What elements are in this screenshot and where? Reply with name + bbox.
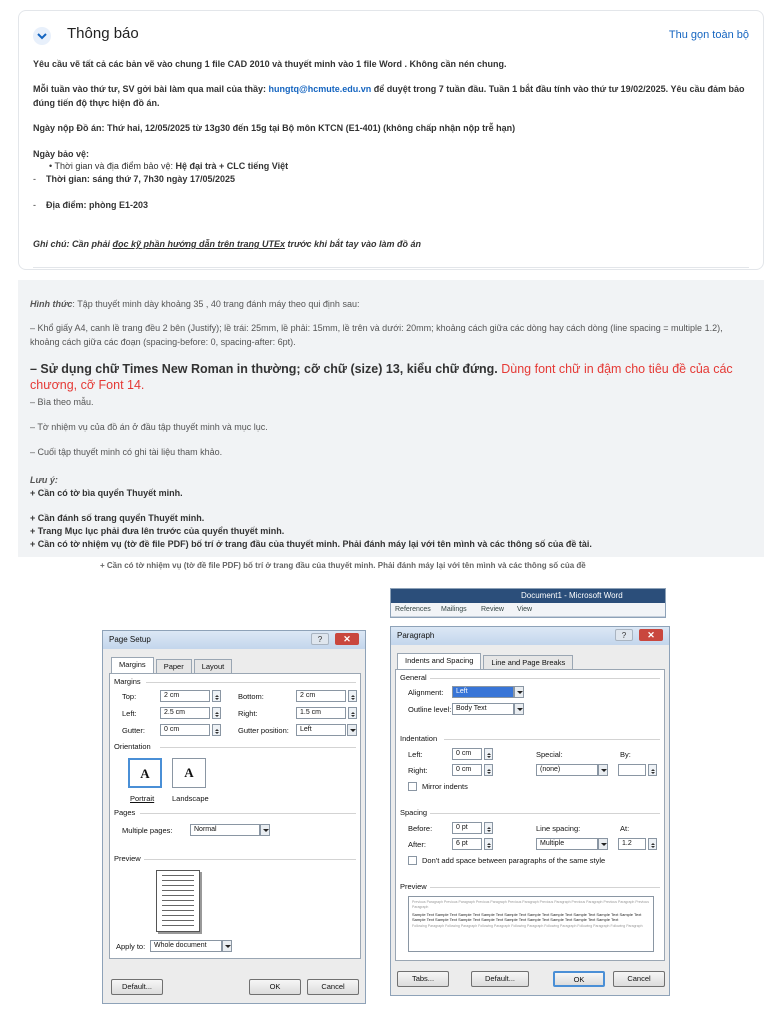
page-setup-dialog (102, 630, 366, 1004)
bottom-spinner[interactable] (348, 690, 357, 702)
chevron-down-icon[interactable] (33, 27, 51, 45)
page-setup-title: Page Setup (109, 635, 151, 644)
preview-section: Preview (114, 854, 141, 863)
defense-place-text: Địa điểm: phòng E1-203 (46, 200, 149, 210)
email-link[interactable]: hungtq@hcmute.edu.vn (268, 84, 372, 94)
landscape-label[interactable]: Landscape (172, 794, 209, 803)
ribbon-references[interactable]: References (395, 606, 431, 613)
cancel-button[interactable]: Cancel (307, 979, 359, 995)
help-icon[interactable]: ? (311, 633, 329, 645)
left-spinner[interactable] (212, 707, 221, 719)
before-input[interactable]: 0 pt (452, 822, 482, 834)
help-icon[interactable]: ? (615, 629, 633, 641)
guide-form-text: : Tập thuyết minh dày khoảng 35 , 40 trang đánh máy theo qui định sau: (72, 299, 360, 309)
guide-form-label: Hình thức (30, 299, 73, 309)
mirror-indents-checkbox[interactable] (408, 782, 417, 791)
indent-left-spinner[interactable] (484, 748, 493, 760)
guide-note-4: + Cần có tờ nhiệm vụ (tờ đề file PDF) bố trí ở trang đầu của thuyết minh. Phải đánh máy lại với tên mình và các thông số của đề tài. (30, 539, 592, 549)
gutter-label: Gutter: (122, 726, 145, 735)
bottom-input[interactable]: 2 cm (296, 690, 346, 702)
ribbon-review[interactable]: Review (481, 606, 504, 613)
preview-previous-text: Previous Paragraph Previous Paragraph Previous Paragraph Previous Paragraph Previous Paragraph Previous Paragraph Previous Paragraph Previous Paragraph (412, 900, 649, 909)
before-label: Before: (408, 824, 433, 833)
bottom-label: Bottom: (238, 692, 264, 701)
indent-left-input[interactable]: 0 cm (452, 748, 482, 760)
gutter-spinner[interactable] (212, 724, 221, 736)
cut-off-line: + Cần có tờ nhiệm vụ (tờ đề file PDF) bố trí ở trang đầu của thuyết minh. Phải đánh máy lại với tên mình và các thông số của đề (100, 561, 586, 570)
portrait-icon[interactable]: A (128, 758, 162, 788)
indent-left-label: Left: (408, 750, 423, 759)
after-input[interactable]: 6 pt (452, 838, 482, 850)
defense-bullet: • Thời gian và địa điểm bảo vệ: Hệ đại trà + CLC tiếng Việt (49, 161, 289, 171)
gutter-position-label: Gutter position: (238, 726, 289, 735)
tabs-button[interactable]: Tabs... (397, 971, 449, 987)
dont-add-space-checkbox[interactable] (408, 856, 417, 865)
default-button[interactable]: Default... (111, 979, 163, 995)
paragraph-dialog (390, 626, 670, 996)
section-line (430, 813, 660, 814)
left-label: Left: (122, 709, 137, 718)
word-titlebar (391, 589, 665, 603)
ribbon-view[interactable]: View (517, 606, 533, 613)
by-label: By: (620, 750, 631, 759)
guide-font-red: Dùng font chữ in đậm cho tiêu đề của các chương, cỡ Font 14. (30, 362, 733, 392)
multiple-pages-select[interactable]: Normal (190, 824, 260, 836)
guide-note-2: + Cần đánh số trang quyển Thuyết minh. (30, 513, 205, 523)
guide-refs: – Cuối tập thuyết minh có ghi tài liệu tham khảo. (30, 447, 223, 457)
gutter-position-select[interactable]: Left (296, 724, 346, 736)
notice-title: Thông báo (67, 25, 139, 42)
right-label: Right: (238, 709, 258, 718)
left-input[interactable]: 2.5 cm (160, 707, 210, 719)
right-input[interactable]: 1.5 cm (296, 707, 346, 719)
tab-indents-spacing[interactable]: Indents and Spacing (397, 653, 481, 669)
at-label: At: (620, 824, 630, 833)
section-line (430, 887, 660, 888)
indent-right-spinner[interactable] (484, 764, 493, 776)
chevron-down-icon[interactable] (347, 724, 357, 736)
ribbon-mailings[interactable]: Mailings (441, 606, 467, 613)
section-line (146, 682, 356, 683)
collapse-all-link[interactable]: Thu gọn toàn bộ (668, 29, 749, 41)
defense-time: - Thời gian: sáng thứ 7, 7h30 ngày 17/05/2025 (33, 174, 235, 184)
section-line (444, 739, 660, 740)
word-ribbon (391, 603, 665, 617)
preview-sample-text: Sample Text Sample Text Sample Text Sample Text Sample Text Sample Text Sample Text Sample Text Sample Text Sample Text Sample Text Sample Text Sample Text Sample Text Sample Text Sample Text Sample Text Sample Text Sample Text (412, 912, 642, 922)
line-spacing-select[interactable]: Multiple (536, 838, 598, 850)
before-spinner[interactable] (484, 822, 493, 834)
defense-place: - Địa điểm: phòng E1-203 (33, 200, 149, 210)
defense-time-text: Thời gian: sáng thứ 7, 7h30 ngày 17/05/2025 (46, 174, 235, 184)
guide-cover: – Bìa theo mẫu. (30, 397, 94, 407)
line-spacing-label: Line spacing: (536, 824, 581, 833)
ok-button[interactable]: OK (249, 979, 301, 995)
page-preview (156, 870, 200, 932)
note-text-c: trước khi bắt tay vào làm đồ án (285, 239, 422, 249)
guide-form (30, 297, 752, 311)
portrait-label[interactable]: Portrait (130, 794, 155, 803)
defense-bullet-bold: Hệ đại trà + CLC tiếng Việt (175, 161, 289, 171)
general-section: General (400, 673, 427, 682)
multiple-pages-label: Multiple pages: (122, 826, 173, 835)
guide-note-title: Lưu ý: (30, 475, 58, 485)
after-label: After: (408, 840, 426, 849)
top-spinner[interactable] (212, 690, 221, 702)
guide-note-1: + Cần có tờ bìa quyển Thuyết minh. (30, 488, 183, 498)
guide-paper: – Khổ giấy A4, canh lề trang đều 2 bên (Justify); lề trái: 25mm, lề phải: 15mm, lề trên và dưới: 20mm; khoảng cách giữa các dòng hay cách dòng (line spacing = multiple 1.2), khoảng cách giữa các đoạn (spacing-before: 0, spacing-after: 6pt). (30, 323, 723, 347)
word-window (390, 588, 666, 618)
paragraph-tabs (397, 655, 575, 669)
mirror-indents-label: Mirror indents (422, 782, 468, 791)
notice-note (33, 237, 753, 251)
by-input[interactable] (618, 764, 646, 776)
section-line (140, 813, 356, 814)
after-spinner[interactable] (484, 838, 493, 850)
tab-margins[interactable]: Margins (111, 657, 154, 673)
top-label: Top: (122, 692, 137, 701)
note-text-a: Ghi chú: Cần phải (33, 239, 113, 249)
ok-button[interactable]: OK (553, 971, 605, 987)
guide-font (30, 361, 752, 393)
paragraph-title: Paragraph (397, 631, 435, 640)
paragraph-preview (408, 896, 654, 952)
guide-task: – Tờ nhiệm vụ của đồ án ở đầu tập thuyết minh và mục lục. (30, 422, 268, 432)
tab-line-page-breaks[interactable]: Line and Page Breaks (483, 655, 573, 669)
chevron-down-icon[interactable] (260, 824, 270, 836)
tab-paper[interactable]: Paper (156, 659, 192, 673)
defense-bullet-text: Thời gian và địa điểm bảo vệ: (54, 161, 176, 171)
chevron-down-icon[interactable] (514, 703, 524, 715)
special-select[interactable]: (none) (536, 764, 598, 776)
close-icon[interactable]: ✕ (335, 633, 359, 645)
guide-font-bold: – Sử dụng chữ Times New Roman in thường; cỡ chữ (size) 13, kiểu chữ đứng. (30, 362, 502, 376)
guide-note-3: + Trang Mục lục phải đưa lên trước của quyển thuyết minh. (30, 526, 285, 536)
page-setup-titlebar (103, 631, 365, 649)
at-input[interactable]: 1.2 (618, 838, 646, 850)
notice-card (18, 10, 764, 270)
section-line (160, 747, 356, 748)
indents-pane (395, 669, 665, 961)
orientation-section: Orientation (114, 742, 151, 751)
indent-right-label: Right: (408, 766, 428, 775)
by-spinner[interactable] (648, 764, 657, 776)
word-screenshot (94, 584, 676, 1012)
preview-following-text: Following Paragraph Following Paragraph Following Paragraph Following Paragraph Following Paragraph Following Paragraph Following Paragraph (412, 924, 643, 928)
landscape-icon[interactable]: A (172, 758, 206, 788)
right-spinner[interactable] (348, 707, 357, 719)
outline-level-select[interactable]: Body Text (452, 703, 514, 715)
notice-line-deadline: Ngày nộp Đồ án: Thứ hai, 12/05/2025 từ 13g30 đến 15g tại Bộ môn KTCN (E1-401) (không chấp nhận nộp trễ hạn) (33, 123, 516, 133)
margins-pane (109, 673, 361, 959)
outline-level-label: Outline level: (408, 705, 452, 714)
page-setup-tabs (111, 659, 234, 673)
preview-section: Preview (400, 882, 427, 891)
section-line (430, 678, 660, 679)
notice-line-weekly (33, 82, 753, 110)
weekly-text-b: để duyệt trong 7 tuần đầu. Tuần 1 bắt đầu tính vào thứ tư 19/02/2025. Yêu cầu đảm bảo đúng tiến độ thực hiện đồ án. (33, 84, 745, 108)
at-spinner[interactable] (648, 838, 657, 850)
chevron-down-icon[interactable] (514, 686, 524, 698)
cancel-button[interactable]: Cancel (613, 971, 665, 987)
card-divider (33, 267, 749, 268)
tab-layout[interactable]: Layout (194, 659, 233, 673)
apply-to-select[interactable]: Whole document (150, 940, 222, 952)
paragraph-titlebar (391, 627, 669, 645)
indentation-section: Indentation (400, 734, 438, 743)
chevron-down-icon[interactable] (598, 764, 608, 776)
alignment-label: Alignment: (408, 688, 444, 697)
note-link[interactable]: đọc kỹ phần hướng dẫn trên trang UTEx (112, 239, 285, 249)
weekly-text-a: Mỗi tuần vào thứ tư, SV gởi bài làm qua mail của thầy: (33, 84, 269, 94)
pages-section: Pages (114, 808, 136, 817)
special-label: Special: (536, 750, 563, 759)
margins-section: Margins (114, 677, 141, 686)
gutter-input[interactable]: 0 cm (160, 724, 210, 736)
notice-line-cad: Yêu cầu vẽ tất cả các bản vẽ vào chung 1 file CAD 2010 và thuyết minh vào 1 file Word . Không cần nén chung. (33, 59, 507, 69)
apply-to-label: Apply to: (116, 942, 146, 951)
close-icon[interactable]: ✕ (639, 629, 663, 641)
spacing-section: Spacing (400, 808, 428, 817)
default-button[interactable]: Default... (471, 971, 529, 987)
defense-title: Ngày bảo vệ: (33, 149, 90, 159)
indent-right-input[interactable]: 0 cm (452, 764, 482, 776)
chevron-down-icon[interactable] (222, 940, 232, 952)
guide-section (18, 280, 764, 557)
section-line (144, 859, 356, 860)
word-title: Document1 - Microsoft Word (521, 591, 623, 600)
chevron-down-icon[interactable] (598, 838, 608, 850)
dont-add-space-label: Don't add space between paragraphs of the same style (422, 856, 606, 865)
top-input[interactable]: 2 cm (160, 690, 210, 702)
alignment-select[interactable]: Left (452, 686, 514, 698)
